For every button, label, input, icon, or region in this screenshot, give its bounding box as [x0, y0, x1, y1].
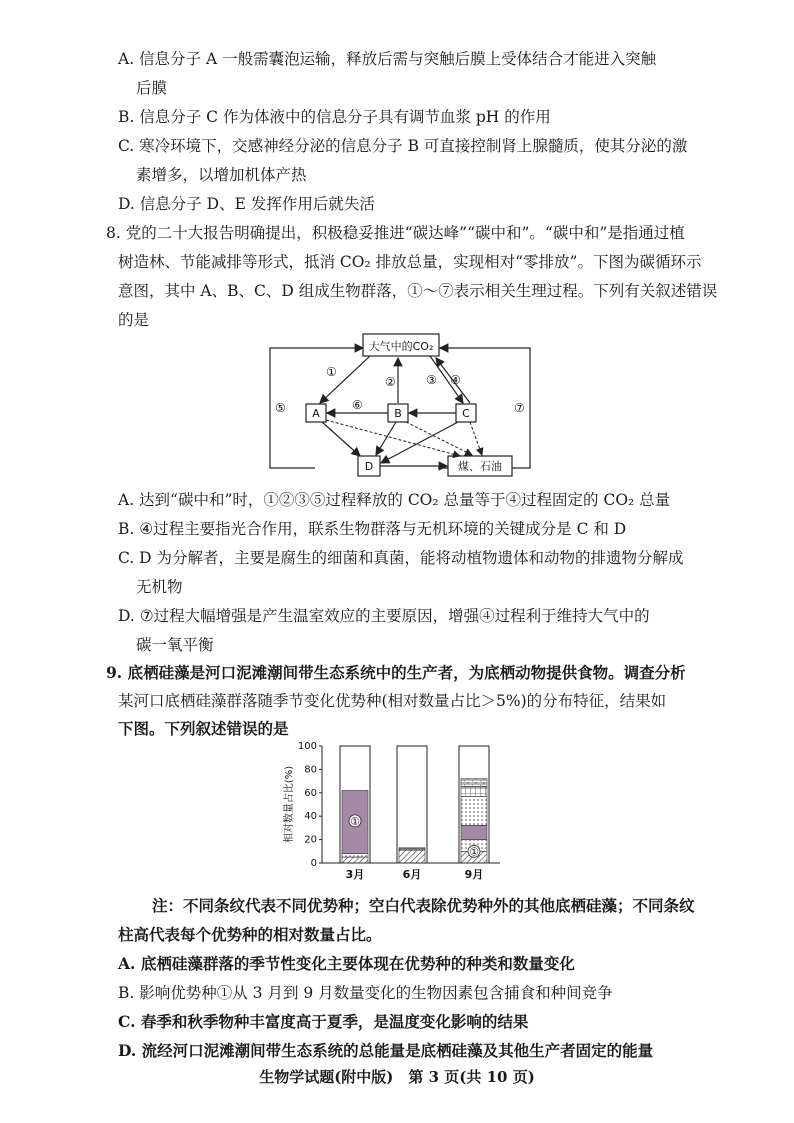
q7-option-b: B. 信息分子 C 作为体液中的信息分子具有调节血浆 pH 的作用 — [118, 108, 551, 126]
series-marker: ① — [469, 845, 479, 859]
q7-option-d: D. 信息分子 D、E 发挥作用后就失活 — [118, 195, 375, 213]
q8-option-d: D. ⑦过程大幅增强是产生温室效应的主要原因，增强④过程利于维持大气中的 — [118, 607, 650, 625]
carbon-cycle-diagram — [260, 328, 550, 488]
q9-option-d: D. 流经河口泥滩潮间带生态系统的总能量是底栖硅藻及其他生产者固定的能量 — [118, 1041, 654, 1060]
process-2-label: ② — [385, 375, 396, 389]
y-tick-label: 40 — [304, 811, 317, 823]
q9-stem-line: 下图。下列叙述错误的是 — [118, 719, 289, 738]
bar-segment — [461, 796, 487, 825]
q9-option-a: A. 底栖硅藻群落的季节性变化主要体现在优势种的种类和数量变化 — [118, 954, 575, 973]
q9-stem-line: 某河口底栖硅藻群落随季节变化优势种(相对数量占比＞5%)的分布特征，结果如 — [118, 692, 667, 710]
q8-stem-line: 的是 — [118, 311, 150, 329]
bar-outline-1 — [397, 746, 427, 863]
atmosphere-label: 大气中的CO₂ — [368, 340, 434, 353]
bar-segment — [461, 787, 487, 796]
bar-segment — [342, 857, 368, 863]
c-to-fossil-arrow — [470, 422, 482, 455]
node-a-label: A — [312, 407, 320, 420]
bar-segment — [461, 779, 487, 787]
q7-option-c: C. 寒冷环境下，交感神经分泌的信息分子 B 可直接控制肾上腺髓质，使其分泌的激 — [118, 137, 688, 155]
page-footer: 生物学试题(附中版) 第 3 页(共 10 页) — [259, 1068, 535, 1086]
x-tick-label: 6月 — [402, 868, 422, 881]
node-c-label: C — [462, 407, 470, 420]
y-tick-label: 60 — [304, 787, 317, 799]
diatom-dominant-species-chart — [280, 738, 510, 888]
a-to-fossil-arrow — [326, 420, 460, 456]
node-d-label: D — [364, 460, 374, 473]
a-to-d-arrow — [322, 422, 360, 456]
y-tick-label: 100 — [297, 741, 317, 752]
y-tick-label: 20 — [304, 834, 317, 846]
fossil-fuel-label: 煤、石油 — [458, 460, 502, 473]
q8-option-d-cont: 碳一氧平衡 — [136, 636, 214, 654]
series-marker: ① — [350, 814, 360, 828]
process-4-label: ④ — [450, 373, 461, 387]
node-b-label: B — [394, 407, 402, 420]
q8-stem-line: 8. 党的二十大报告明确提出，积极稳妥推进“碳达峰”“碳中和”。“碳中和”是指通过植 — [106, 224, 685, 242]
q8-stem-line: 树造林、节能减排等形式，抵消 CO₂ 排放总量，实现相对“零排放”。下图为碳循环示 — [118, 253, 702, 271]
x-tick-label: 9月 — [464, 868, 484, 881]
process-7-label: ⑦ — [514, 401, 525, 415]
q9-note-line: 注：不同条纹代表不同优势种；空白代表除优势种外的其他底栖硅藻；不同条纹 — [152, 896, 695, 915]
q9-option-c: C. 春季和秋季物种丰富度高于夏季，是温度变化影响的结果 — [118, 1012, 529, 1031]
q8-option-c-cont: 无机物 — [136, 578, 183, 596]
b-to-d-arrow — [376, 422, 396, 455]
y-axis-label: 相对数量占比(%) — [284, 765, 295, 844]
y-tick-label: 0 — [310, 858, 317, 869]
process-5-label: ⑤ — [275, 401, 286, 415]
y-tick-label: 80 — [304, 764, 317, 776]
bar-segment — [342, 854, 368, 858]
q8-stem-line: 意图，其中 A、B、C、D 组成生物群落，①～⑦表示相关生理过程。下列有关叙述错误 — [118, 282, 718, 300]
q9-option-b: B. 影响优势种①从 3 月到 9 月数量变化的生物因素包含捕食和种间竞争 — [118, 984, 613, 1002]
q7-option-c-cont: 素增多，以增加机体产热 — [136, 166, 307, 184]
process-1-label: ① — [326, 365, 337, 379]
q9-note-line: 柱高代表每个优势种的相对数量占比。 — [118, 925, 382, 944]
process-1-arrow — [320, 356, 370, 403]
bar-segment — [399, 848, 425, 849]
q7-option-a: A. 信息分子 A 一般需囊泡运输，释放后需与突触后膜上受体结合才能进入突触 — [118, 50, 657, 68]
process-6-label: ⑥ — [352, 398, 363, 412]
q7-option-a-cont: 后膜 — [136, 79, 168, 97]
q8-option-a: A. 达到“碳中和”时，①②③⑤过程释放的 CO₂ 总量等于④过程固定的 CO₂ 总量 — [118, 491, 671, 509]
bar-segment — [399, 850, 425, 863]
q9-stem-line: 9. 底栖硅藻是河口泥滩潮间带生态系统中的生产者，为底栖动物提供食物。调查分析 — [106, 663, 686, 682]
q8-option-b: B. ④过程主要指光合作用，联系生物群落与无机环境的关键成分是 C 和 D — [118, 520, 627, 538]
x-tick-label: 3月 — [345, 868, 365, 881]
process-3-label: ③ — [426, 373, 437, 387]
q8-option-c: C. D 为分解者，主要是腐生的细菌和真菌，能将动植物遗体和动物的排遗物分解成 — [118, 549, 684, 567]
chart-bars — [340, 746, 489, 863]
bar-segment — [461, 826, 487, 840]
